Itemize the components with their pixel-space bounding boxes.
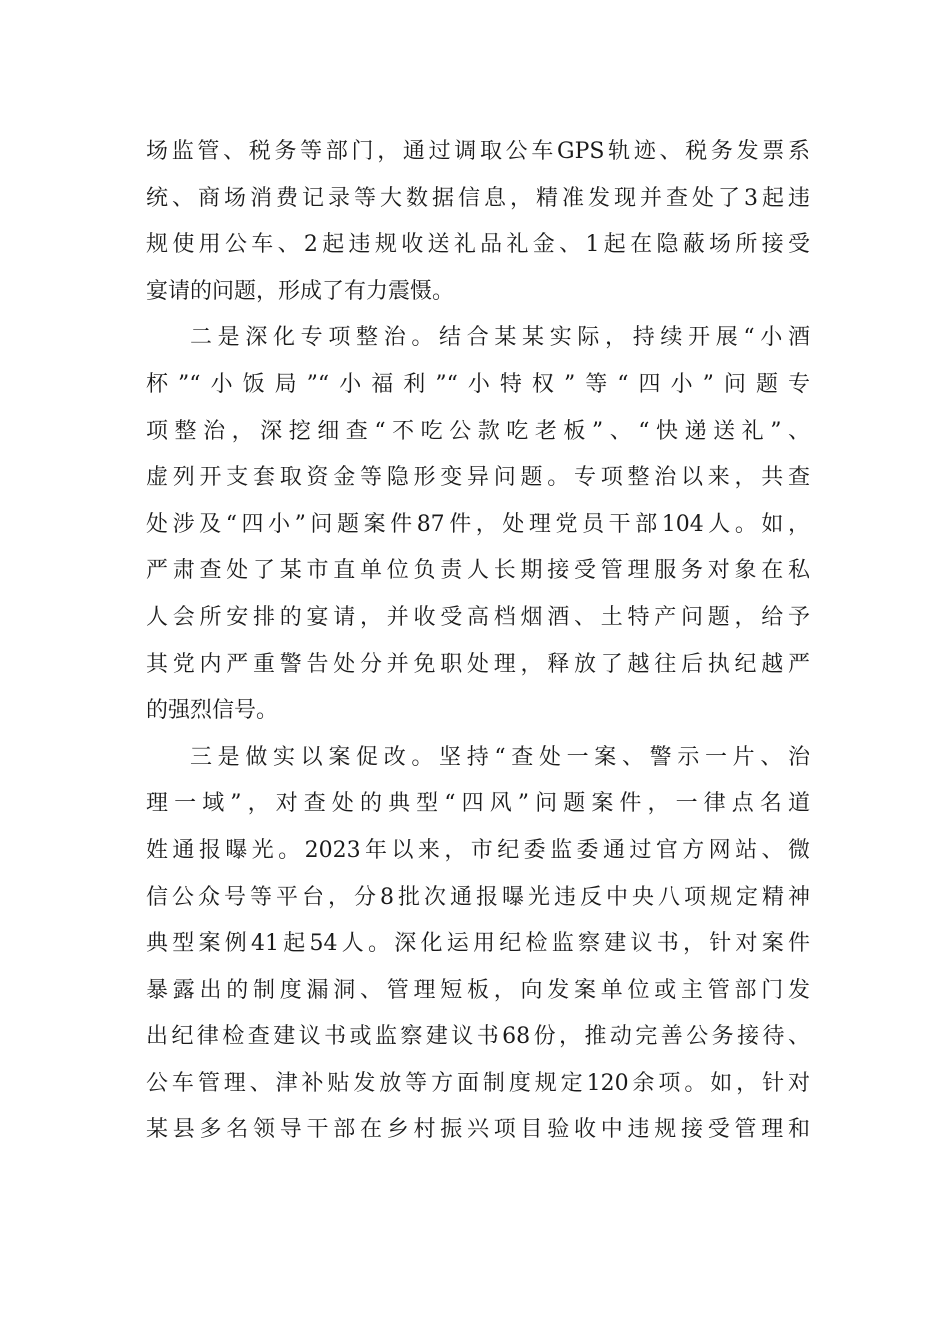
text-line: 二是深化专项整治。结合某某实际，持续开展“小酒 <box>190 325 810 351</box>
text-line: 统、商场消费记录等大数据信息，精准发现并查处了3起违 <box>146 185 810 211</box>
text-line: 三是做实以案促改。坚持“查处一案、警示一片、治 <box>190 744 810 770</box>
text-line: 项整治，深挖细查“不吃公款吃老板”、“快递送礼”、 <box>146 418 810 444</box>
text-line: 宴请的问题，形成了有力震慑。 <box>146 278 455 304</box>
text-line: 处涉及“四小”问题案件87件，处理党员干部104人。如， <box>146 511 810 537</box>
text-line: 出纪律检查建议书或监察建议书68份，推动完善公务接待、 <box>146 1024 810 1050</box>
paragraph-1 <box>146 129 810 315</box>
text-line: 典型案例41起54人。深化运用纪检监察建议书，针对案件 <box>146 931 810 957</box>
text-line: 规使用公车、2起违规收送礼品礼金、1起在隐蔽场所接受 <box>146 232 810 258</box>
text-line: 严肃查处了某市直单位负责人长期接受管理服务对象在私 <box>146 558 810 584</box>
document-body <box>146 129 810 1154</box>
text-line: 公车管理、津补贴发放等方面制度规定120余项。如，针对 <box>146 1070 810 1096</box>
text-line: 的强烈信号。 <box>146 698 279 724</box>
text-line: 杯”“小饭局”“小福利”“小特权”等“四小”问题专 <box>146 371 810 397</box>
text-line: 姓通报曝光。2023年以来，市纪委监委通过官方网站、微 <box>146 837 810 863</box>
text-line: 场监管、税务等部门，通过调取公车GPS轨迹、税务发票系 <box>146 139 810 164</box>
text-line: 其党内严重警告处分并免职处理，释放了越往后执纪越严 <box>146 651 810 677</box>
text-line: 人会所安排的宴请，并收受高档烟酒、土特产问题，给予 <box>146 604 810 630</box>
paragraph-2 <box>146 315 810 734</box>
paragraph-3 <box>146 735 810 1154</box>
text-line: 暴露出的制度漏洞、管理短板，向发案单位或主管部门发 <box>146 977 810 1003</box>
text-line: 理一域”，对查处的典型“四风”问题案件，一律点名道 <box>146 791 810 817</box>
text-line: 信公众号等平台，分8批次通报曝光违反中央八项规定精神 <box>146 884 810 910</box>
text-line: 某县多名领导干部在乡村振兴项目验收中违规接受管理和 <box>146 1117 810 1143</box>
text-line: 虚列开支套取资金等隐形变异问题。专项整治以来，共查 <box>146 465 810 491</box>
